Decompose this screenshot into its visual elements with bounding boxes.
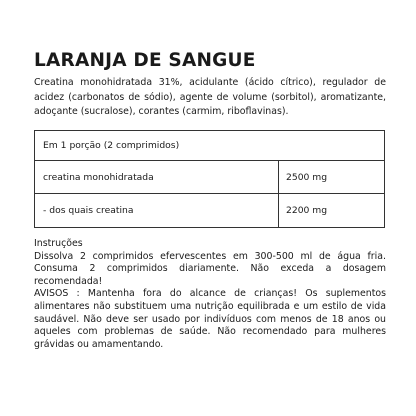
nutrition-table-header: Em 1 porção (2 comprimidos): [35, 131, 384, 161]
ingredients-text: Creatina monohidratada 31%, acidulante (ácido cítrico), regulador de acidez (carbonatos de sódio), agente de volume (sorbitol), aromatizante, adoçante (sucralose), corantes (carmim, riboflavinas).: [34, 77, 386, 117]
nutrient-value: 2200 mg: [286, 205, 328, 216]
product-title: LARANJA DE SANGUE: [34, 50, 256, 71]
instructions-directions: Dissolva 2 comprimidos efervescentes em 300-500 ml de água fria. Consuma 2 comprimidos diariamente. Não exceda a dosagem recomendada!: [34, 250, 386, 287]
table-row: [35, 194, 384, 227]
warnings-text: AVISOS : Mantenha fora do alcance de crianças! Os suplementos alimentares não substituem uma nutrição equilibrada e um estilo de vida saudável. Não deve ser usado por indivíduos com menos de 18 anos ou aqueles com problemas de saúde. Não recomendado para mulheres grávidas ou amamentando.: [34, 288, 386, 350]
instructions-heading: Instruções: [34, 238, 83, 249]
instructions-section: [34, 238, 386, 351]
nutrition-table: [34, 130, 385, 228]
table-row: [35, 161, 384, 194]
nutrient-value: 2500 mg: [286, 172, 328, 183]
nutrient-name: creatina monohidratada: [43, 172, 154, 183]
nutrient-name: - dos quais creatina: [43, 205, 134, 216]
